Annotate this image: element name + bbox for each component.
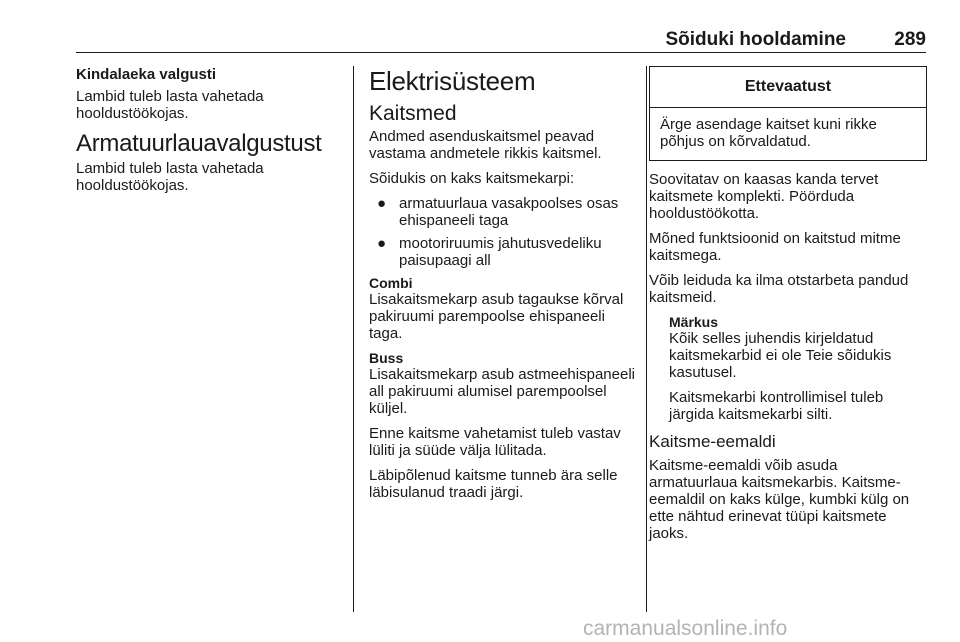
fuse-change-text: Enne kaitsme vahetamist tuleb vastav lüliti ja süüde välja lülitada.: [369, 425, 621, 459]
spare-fuses-text: Soovitatav on kaasas kanda tervet kaitsmete komplekti. Pöörduda hooldustöökotta.: [649, 171, 879, 222]
glovebox-light-text: Lambid tuleb lasta vahetada hooldustöökojas.: [76, 88, 264, 122]
bullet-icon: ●: [377, 235, 387, 252]
fuse-box-list: [369, 195, 639, 269]
unused-fuses-text: Võib leiduda ka ilma otstarbeta pandud kaitsmeid.: [649, 272, 909, 306]
watermark: carmanualsonline.info: [583, 617, 788, 640]
fuse-extractor-heading: Kaitsme-eemaldi: [649, 432, 776, 451]
warning-text: Ärge asendage kaitset kuni rikke põhjus on kõrvaldatud.: [660, 116, 877, 150]
combi-text: Lisakaitsmekarp asub tagaukse kõrval pakiruumi parempoolse ehispaneeli taga.: [369, 291, 624, 342]
fuse-extractor-text: Kaitsme-eemaldi võib asuda armatuurlaua kaitsmekarbis. Kaitsme-eemaldil on kaks külge, kumbki külg on ette nähtud erinevat tüüpi kaitsmete jaoks.: [649, 457, 910, 542]
page-number: 289: [894, 29, 926, 50]
fuses-heading: Kaitsmed: [369, 102, 457, 125]
fuses-intro: Andmed asenduskaitsmel peavad vastama andmetele rikkis kaitsmel.: [369, 128, 602, 162]
note-label: Märkus: [669, 314, 719, 330]
note-text-2: Kaitsmekarbi kontrollimisel tuleb järgida kaitsmekarbi silti.: [669, 389, 884, 423]
warning-box: [649, 66, 927, 161]
blown-fuse-text: Läbipõlenud kaitsme tunneb ära selle läbisulanud traadi järgi.: [369, 467, 618, 501]
column-middle: [369, 66, 639, 509]
list-item: ● mootoriruumis jahutusvedeliku paisupaagi all: [377, 235, 602, 269]
column-divider-left: [353, 66, 354, 612]
warning-title: Ettevaatust: [650, 67, 926, 108]
column-divider-right: [646, 66, 647, 612]
bullet-icon: ●: [377, 195, 387, 212]
multi-fuse-text: Mõned funktsioonid on kaitstud mitme kaitsmega.: [649, 230, 901, 264]
dashboard-light-heading: Armatuurlauavalgustust: [76, 130, 322, 157]
page-header: [76, 30, 926, 53]
note-text-1: Kõik selles juhendis kirjeldatud kaitsmekarbid ei ole Teie sõidukis kasutusel.: [669, 330, 892, 381]
glovebox-light-heading: Kindalaeka valgusti: [76, 66, 217, 83]
note-block: [649, 314, 927, 423]
dashboard-light-text: Lambid tuleb lasta vahetada hooldustöökojas.: [76, 160, 264, 194]
column-right: [649, 66, 927, 550]
section-title: Elektrisüsteem: [369, 66, 536, 96]
list-item: ● armatuurlaua vasakpoolses osas ehispaneeli taga: [377, 195, 619, 229]
column-left: [76, 66, 346, 202]
combi-label: Combi: [369, 275, 413, 291]
buss-label: Buss: [369, 350, 404, 366]
fuse-boxes-lead: Sõidukis on kaks kaitsmekarpi:: [369, 170, 575, 187]
buss-text: Lisakaitsmekarp asub astmeehispaneeli all pakiruumi alumisel parempoolsel küljel.: [369, 366, 635, 417]
chapter-title: Sõiduki hooldamine: [665, 29, 846, 50]
